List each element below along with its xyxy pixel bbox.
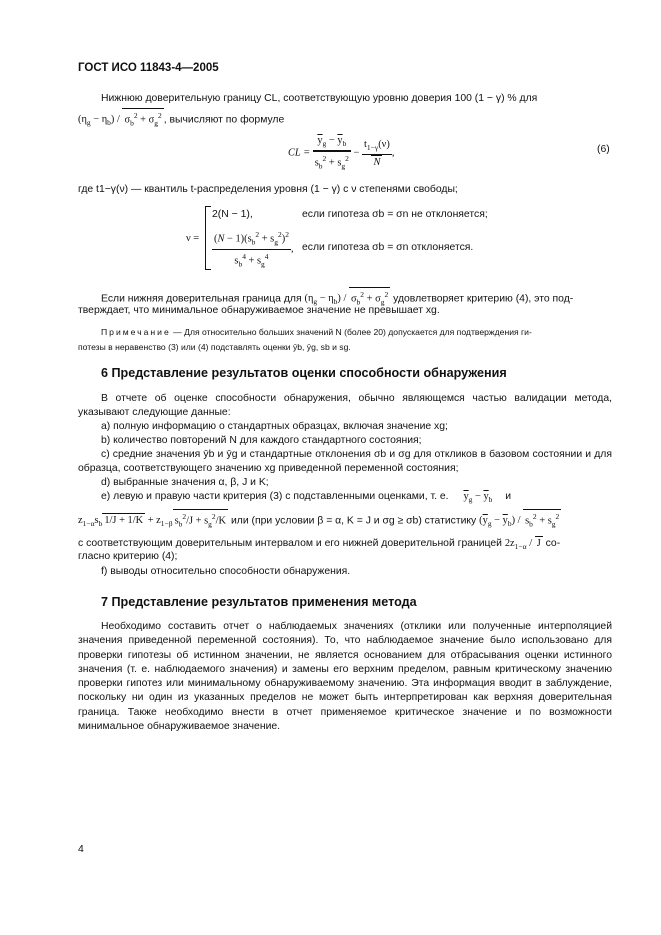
intro-line-2 [78, 108, 612, 131]
section-6-item-e-line-2: $z_{1-\alpha}s_b$ $1/J + 1/K + z_{1-\beta}$ $s_b^2/J + s_g^2/K$ или (при условии β = α, K = J и σg ≥ σb) статистику $(\overline{y}_g - \overline{y}_b) / s_b^2 + s_g^2$ [78, 509, 612, 532]
section-6-item-f: f) выводы относительно способности обнаружения. [101, 566, 351, 577]
formula-6-number: (6) [597, 144, 610, 155]
quantile-definition: где t1−γ(ν) — квантиль t-распределения уровня (1 − γ) с ν степенями свободы; [78, 184, 458, 195]
section-6-item-d: d) выбранные значения α, β, J и K; [101, 477, 269, 488]
intro-line-1: Нижнюю доверительную границу CL, соответствующую уровню доверия 100 (1 − γ) % для [101, 93, 538, 104]
lower-bound-formula: $2z_{1-\alpha}$ / J [504, 538, 541, 552]
section-6-item-a: a) полную информацию о стандартных образцах, включая значение xg; [101, 421, 448, 432]
section-6-title: 6 Представление результатов оценки способности обнаружения [101, 366, 507, 380]
document-header: ГОСТ ИСО 11843-4—2005 [78, 62, 219, 74]
section-7-paragraph: Необходимо составить отчет о наблюдаемых значениях (отклики или полученные интерполяцией значения приведенной переменной состояния). То, что наблюдаемое значение было использовано для проверки гипотезы об истинном значении, не является основанием для отбрасывания оценки истинного значения (т. е. наблюдаемого значения) и замены его верхним пределом, равным критическому значению проверки гипотез или минимальному обнаруживаемому значению. Эта информация вводит в заблуждение, поскольку ни один из указанных пределов не может быть интерпретирован как верхняя доверительная граница. Также необходимо внести в отчет применяемое критическое значение и по возможности минимальное обнаруживаемое значение. [78, 621, 612, 733]
formula-6: CL = $\frac{\overline{y}_g - \overline{y}_b}{s_b^2 + s_g^2}$ − $\frac{t_{1-\gamma}(\nu)}{N}$ , [288, 135, 395, 171]
note-text-1: — Для относительно больших значений N (более 20) допускается для подтверждения ги- [173, 327, 532, 337]
nu-case-2-fraction: $\frac{(N - 1)(s_b^2 + s_g^2)^2}{s_b^4 + s_g^4}$ , [214, 230, 294, 269]
criterion-formula: $(\eta_g - \eta_b) / \sigma_b^2 + \sigma_g^2$ [304, 293, 390, 304]
section-6-item-c: c) средние значения ȳb и ȳg и стандартные отклонения σb и σg для откликов в базовом состоянии и для образца, соответствующего значению xg приведенной переменной состояния; [78, 449, 612, 475]
note-line-1 [101, 327, 612, 337]
section-6-item-b: b) количество повторений N для каждого стандартного состояния; [101, 435, 422, 446]
nu-case-1-value: 2(N − 1), [212, 209, 253, 220]
nu-brace [205, 206, 211, 270]
criterion-line-1: Если нижняя доверительная граница для $(\eta_g - \eta_b) / \sigma_b^2 + \sigma_g^2$ удовлетворяет критерию (4), это под- [101, 287, 612, 310]
nu-case-1-condition: если гипотеза σb = σn не отклоняется; [302, 209, 488, 220]
section-6-intro: В отчете об оценке способности обнаружения, обычно являющемся частью валидации метода, указывают следующие данные: [78, 393, 612, 419]
formula-6-lhs: CL = [288, 147, 311, 159]
section-6-item-e-line-1: e) левую и правую части критерия (3) с подставленными оценками, т. е. $\overline{y}_g - \overline{y}_b$ и [101, 491, 512, 505]
section-6-item-e-line-3: с соответствующим доверительным интервалом и его нижней доверительной границей $2z_{1-\alpha}$ / J со- [78, 538, 561, 552]
formula-6-fraction-2: $\frac{t_{1-\gamma}(\nu)}{N}$ [364, 138, 390, 168]
intro-line-2-tail: , вычисляют по формуле [163, 114, 285, 126]
note-line-2: потезы в неравенство (3) или (4) подставлять оценки ȳb, ȳg, sb и sg. [78, 342, 351, 352]
criterion-3-right: $z_{1-\alpha}s_b$ $1/J + 1/K + z_{1-\beta}$ $s_b^2/J + s_g^2/K$ [78, 515, 228, 526]
formula-6-fraction-1: $\frac{\overline{y}_g - \overline{y}_b}{s_b^2 + s_g^2}$ [314, 135, 349, 171]
statistic-formula: $(\overline{y}_g - \overline{y}_b) / s_b^2 + s_g^2$ [479, 515, 561, 526]
note-label: Примечание [101, 327, 171, 337]
eta-difference-formula: $(\eta_g - \eta_b) / \sigma_b^2 + \sigma_g^2$ [78, 114, 164, 125]
nu-symbol: ν = [186, 233, 200, 244]
criterion-3-left: $\overline{y}_g - \overline{y}_b$ [463, 491, 493, 505]
section-7-title: 7 Представление результатов применения метода [101, 595, 417, 609]
nu-case-2-condition: если гипотеза σb = σn отклоняется. [302, 242, 474, 253]
criterion-line-2: тверждает, что минимальное обнаруживаемое значение не превышает xg. [78, 305, 440, 316]
section-6-item-e-line-4: гласно критерию (4); [78, 551, 178, 562]
page-number: 4 [78, 844, 84, 855]
